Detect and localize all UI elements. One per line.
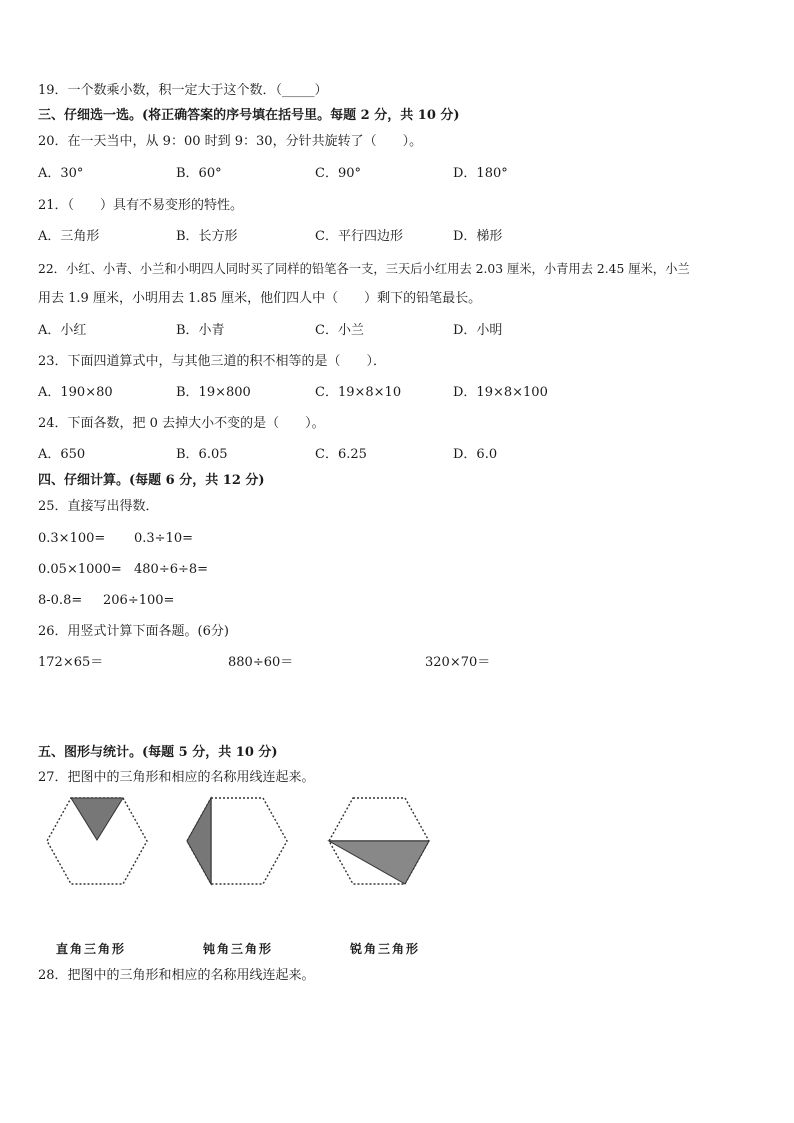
question-20-stem: 20．在一天当中，从 9：00 时到 9：30，分针共旋转了（ ）。 [38,134,423,149]
hexagon-figure-3 [324,794,434,894]
q21-option-d: D．梯形 [453,229,503,244]
q23-option-a: A．190×80 [38,385,113,400]
q20-option-a: A．30° [38,166,84,181]
q26-item-2: 880÷60＝ [228,655,294,670]
q20-option-b: B．60° [176,166,222,181]
section-3-heading: 三、仔细选一选。(将正确答案的序号填在括号里。每题 2 分，共 10 分) [38,108,460,123]
q25-expr-5: 8-0.8= [38,593,83,608]
q23-option-b: B．19×800 [176,385,251,400]
q22-option-a: A．小红 [38,323,87,338]
question-19: 19．一个数乘小数，积一定大于这个数．（_____） [38,83,328,98]
question-28-stem: 28．把图中的三角形和相应的名称用线连起来。 [38,968,315,983]
label-acute-triangle: 锐角三角形 [350,942,421,956]
section-4-heading: 四、仔细计算。(每题 6 分，共 12 分) [38,473,265,488]
q24-option-d: D．6.0 [453,447,498,462]
question-25-stem: 25．直接写出得数． [38,499,159,514]
right-triangle-shape [71,798,123,840]
q20-option-c: C．90° [315,166,361,181]
q20-option-d: D．180° [453,166,508,181]
q22-option-b: B．小青 [176,323,225,338]
q24-option-c: C．6.25 [315,447,367,462]
question-21-stem: 21．（ ）具有不易变形的特性。 [38,198,244,213]
q23-option-d: D．19×8×100 [453,385,548,400]
q22-option-c: C．小兰 [315,323,364,338]
label-obtuse-triangle: 钝角三角形 [203,942,274,956]
question-26-stem: 26．用竖式计算下面各题。(6分) [38,624,229,639]
q22-option-d: D．小明 [453,323,503,338]
q25-expr-4: 480÷6÷8= [134,562,209,577]
question-22-stem-line1: 22．小红、小青、小兰和小明四人同时买了同样的铅笔各一支，三天后小红用去 2.03 厘米，小青用去 2.45 厘米，小兰 [38,262,690,276]
obtuse-triangle-shape [187,798,211,884]
q21-option-c: C．平行四边形 [315,229,403,244]
q24-option-b: B．6.05 [176,447,228,462]
question-24-stem: 24．下面各数，把 0 去掉大小不变的是（ ）。 [38,416,325,431]
q25-expr-6: 206÷100= [103,593,175,608]
q26-item-1: 172×65＝ [38,655,104,670]
acute-triangle-shape [329,841,429,884]
section-5-heading: 五、图形与统计。(每题 5 分，共 10 分) [38,745,278,760]
hexagon-figure-1 [42,794,152,894]
q21-option-b: B．长方形 [176,229,238,244]
label-right-triangle: 直角三角形 [56,942,127,956]
q26-item-3: 320×70＝ [425,655,491,670]
question-23-stem: 23．下面四道算式中，与其他三道的积不相等的是（ ）． [38,354,387,369]
q21-option-a: A．三角形 [38,229,100,244]
q24-option-a: A．650 [38,447,86,462]
q25-expr-3: 0.05×1000= [38,562,122,577]
question-22-stem-line2: 用去 1.9 厘米，小明用去 1.85 厘米，他们四人中（ ）剩下的铅笔最长。 [38,291,482,306]
q25-expr-1: 0.3×100= [38,531,106,546]
q23-option-c: C．19×8×10 [315,385,402,400]
question-27-stem: 27．把图中的三角形和相应的名称用线连起来。 [38,770,315,785]
q25-expr-2: 0.3÷10= [134,531,194,546]
hexagon-figure-2 [182,794,292,894]
